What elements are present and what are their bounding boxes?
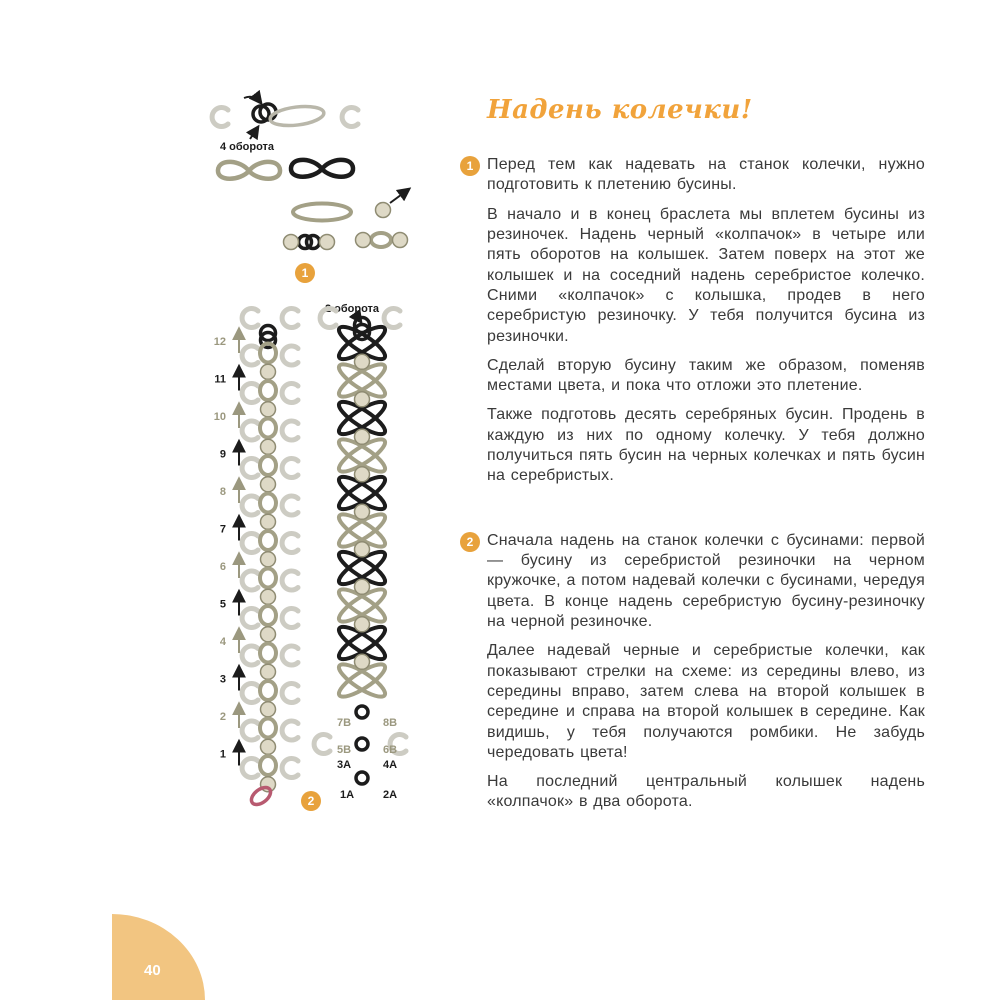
- svg-text:3A: 3A: [336, 759, 352, 771]
- braid-beads: [355, 354, 370, 669]
- svg-text:1A: 1A: [339, 789, 355, 801]
- svg-text:4: 4: [219, 636, 226, 648]
- bead: [284, 235, 299, 250]
- svg-text:8: 8: [219, 486, 226, 498]
- silver-ring: [371, 233, 391, 247]
- four-turns-label: 4 оборота: [219, 141, 275, 153]
- black-bowtie-band: [291, 160, 353, 177]
- svg-text:2: 2: [219, 711, 226, 723]
- diagram-step-1-badge: 1: [295, 263, 315, 283]
- step-1-paragraph: Сделай вторую бусину таким же образом, поменяв местами цвета, и пока что отложи это плетение.: [487, 356, 925, 395]
- step-2-paragraph: На последний центральный колышек надень «колпачок» в два оборота.: [487, 773, 925, 811]
- svg-text:7B: 7B: [336, 717, 352, 729]
- bead: [376, 203, 391, 218]
- bead-chain: [248, 326, 276, 808]
- svg-text:1: 1: [219, 748, 226, 761]
- page-title: Надень колечки!: [487, 95, 753, 125]
- bead: [320, 235, 335, 250]
- page-corner: [112, 914, 205, 1000]
- winding-arrow-icon: [244, 97, 261, 103]
- svg-text:11: 11: [214, 373, 226, 386]
- diagram-step-2-badge: 2: [301, 791, 321, 811]
- svg-text:5B: 5B: [336, 744, 352, 756]
- step-1-paragraph: Также подготовь десять серебряных бусин. Продень в каждую из них по одному колечку. У тебя должно получиться пять бусин на черных колечках и пять бусин на серебристых.: [487, 406, 925, 485]
- cap-winding-diagram: [212, 97, 409, 250]
- step-2-paragraph: Далее надевай черные и серебристые колечки, как показывают стрелки на схеме: из середины влево, из середины вправо, затем слева на второй колышек в середине и справа на второй колышек в середине. Как видишь, у тебя получаются ромбики. Не забудь чередовать цвета!: [487, 642, 925, 761]
- svg-text:10: 10: [213, 411, 226, 423]
- peg-icon: [384, 309, 400, 328]
- peg-numbers: [214, 336, 227, 761]
- silver-loop: [293, 204, 351, 221]
- label-arrow-icon: [250, 127, 258, 139]
- svg-text:9: 9: [219, 448, 226, 461]
- step-2-paragraph: Сначала надень на станок колечки с бусинами: первой — бусину из серебристой резиночки на черном кружочке, а потом надевай колечки с бусинами, чередуя цвета. В конце надень серебристую бусину-резиночку на черной резиночке.: [487, 531, 925, 630]
- black-ring-pair: [299, 236, 320, 249]
- position-labels: [337, 717, 397, 801]
- step-1-paragraph: В начало и в конец браслета мы вплетем бусины из резиночек. Надень черный «колпачок» в четыре или пять оборотов на колышек. Затем поверх на этот же колышек и на соседний надень серебристое колечко. Сними «колпачок» с колышка, продев в него серебристую резиночку. У тебя получится бусина из резиночки.: [487, 205, 925, 345]
- svg-text:5: 5: [219, 598, 226, 611]
- peg-icon: [342, 108, 358, 127]
- peg-icon: [212, 108, 228, 127]
- svg-text:12: 12: [213, 336, 226, 348]
- step-1-badge: 1: [460, 156, 480, 176]
- bead: [393, 233, 408, 248]
- step-2-badge: 2: [460, 532, 480, 552]
- end-loop: [248, 784, 273, 808]
- step-1-section: [466, 155, 925, 487]
- svg-text:6: 6: [219, 561, 226, 573]
- bead-chain-diagram: [214, 309, 298, 808]
- svg-text:6B: 6B: [382, 744, 398, 756]
- svg-text:4A: 4A: [382, 759, 398, 771]
- two-turns-label: 2 оборота: [324, 303, 380, 315]
- svg-text:2A: 2A: [382, 789, 398, 801]
- svg-text:8B: 8B: [382, 717, 398, 729]
- step-1-paragraph: Перед тем как надевать на станок колечки, нужно подготовить к плетению бусины.: [487, 156, 925, 194]
- thread-arrow-icon: [390, 189, 409, 203]
- step-2-section: [466, 531, 925, 813]
- rhombus-braid-diagram: [314, 303, 406, 801]
- silver-bowtie-band: [218, 162, 280, 179]
- page-number: 40: [144, 962, 161, 979]
- diagram-column: [0, 0, 460, 840]
- svg-text:7: 7: [219, 523, 226, 536]
- bead: [356, 233, 371, 248]
- silver-band: [269, 104, 325, 128]
- article-column: [466, 95, 925, 822]
- svg-text:3: 3: [219, 673, 226, 686]
